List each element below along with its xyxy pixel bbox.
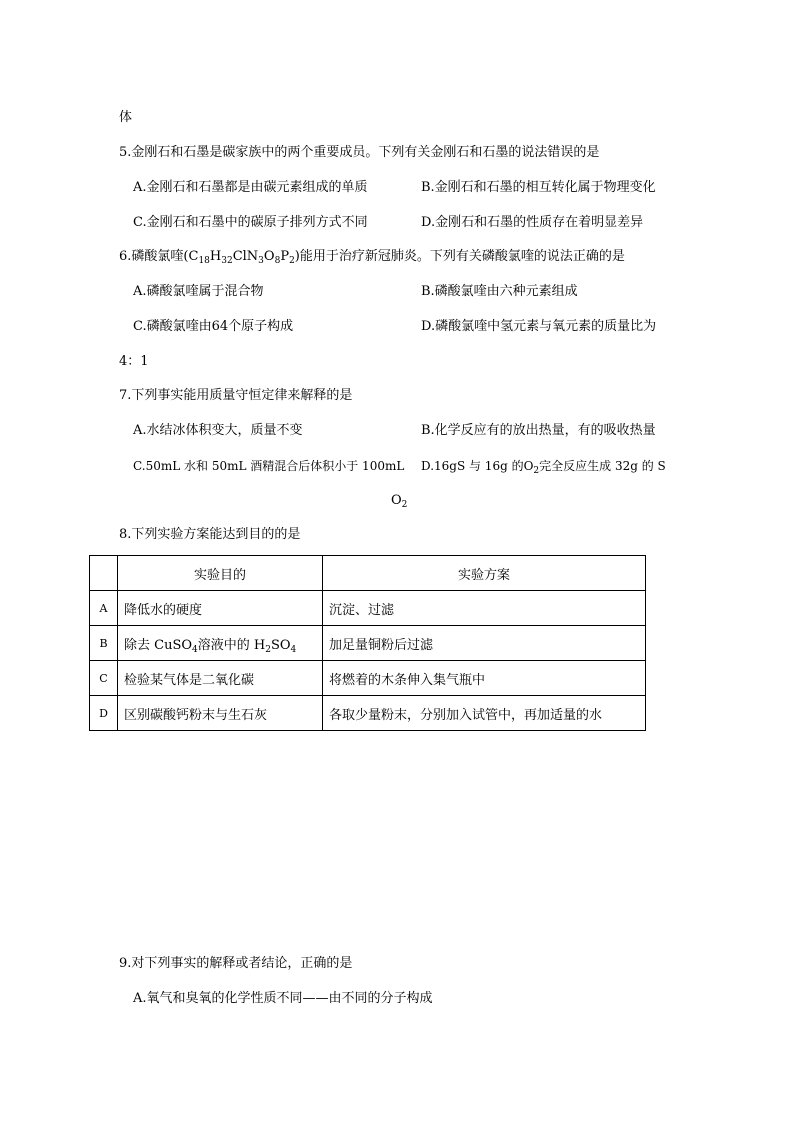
question-5-option-b: B.金刚石和石墨的相互转化属于物理变化 <box>421 180 656 195</box>
question-7-option-d: D.16gS 与 16g 的$O_2$完全反应生成 32g 的 S <box>421 459 666 476</box>
row-goal: 降低水的硬度 <box>118 591 323 626</box>
question-5-option-a: A.金刚石和石墨都是由碳元素组成的单质 <box>133 180 368 195</box>
row-label: D <box>90 696 118 731</box>
question-6-option-d-continued: 4：1 <box>119 354 149 369</box>
row-plan: 将燃着的木条伸入集气瓶中 <box>323 661 646 696</box>
table-row <box>90 591 646 626</box>
question-8-stem: 8.下列实验方案能达到目的的是 <box>119 527 301 542</box>
table-row <box>90 696 646 731</box>
row-label: B <box>90 626 118 661</box>
row-goal: 除去 CuSO$_4$溶液中的 $H_2SO_4$ <box>118 626 323 661</box>
question-7-option-a: A.水结冰体积变大，质量不变 <box>133 423 303 438</box>
table-row <box>90 626 646 661</box>
table-header-cell <box>90 556 118 591</box>
question-9-option-a: A.氧气和臭氧的化学性质不同——由不同的分子构成 <box>133 991 433 1006</box>
question-5-option-d: D.金刚石和石墨的性质存在着明显差异 <box>421 215 644 230</box>
experiment-table <box>89 555 646 731</box>
question-6-option-a: A.磷酸氯喹属于混合物 <box>133 284 264 299</box>
table-row <box>90 661 646 696</box>
question-6-option-d: D.磷酸氯喹中氢元素与氧元素的质量比为 <box>421 319 657 334</box>
question-7-option-b: B.化学反应有的放出热量，有的吸收热量 <box>421 423 656 438</box>
row-label: A <box>90 591 118 626</box>
question-7-option-d-continued: $O_2$ <box>391 493 408 510</box>
row-plan: 各取少量粉末，分别加入试管中，再加适量的水 <box>323 696 646 731</box>
table-header-cell: 实验方案 <box>323 556 646 591</box>
question-6-stem: 6.磷酸氯喹$(C_{18}H_{32}ClN_3O_8P_2)$能用于治疗新冠肺炎。下列有关磷酸氯喹的说法正确的是 <box>119 249 625 266</box>
table-header-row <box>90 556 646 591</box>
question-6-option-b: B.磷酸氯喹由六种元素组成 <box>421 284 578 299</box>
row-plan: 沉淀、过滤 <box>323 591 646 626</box>
fragment-text: 体 <box>119 110 133 125</box>
row-plan: 加足量铜粉后过滤 <box>323 626 646 661</box>
question-5-stem: 5.金刚石和石墨是碳家族中的两个重要成员。下列有关金刚石和石墨的说法错误的是 <box>119 145 600 160</box>
row-label: C <box>90 661 118 696</box>
question-7-stem: 7.下列事实能用质量守恒定律来解释的是 <box>119 388 353 403</box>
row-goal: 区别碳酸钙粉末与生石灰 <box>118 696 323 731</box>
row-goal: 检验某气体是二氧化碳 <box>118 661 323 696</box>
question-5-option-c: C.金刚石和石墨中的碳原子排列方式不同 <box>133 215 368 230</box>
question-9-stem: 9.对下列事实的解释或者结论，正确的是 <box>119 956 353 971</box>
question-7-option-c: C.50mL 水和 50mL 酒精混合后体积小于 100mL <box>133 459 405 473</box>
table-header-cell: 实验目的 <box>118 556 323 591</box>
question-6-option-c: C.磷酸氯喹由64个原子构成 <box>133 319 294 334</box>
